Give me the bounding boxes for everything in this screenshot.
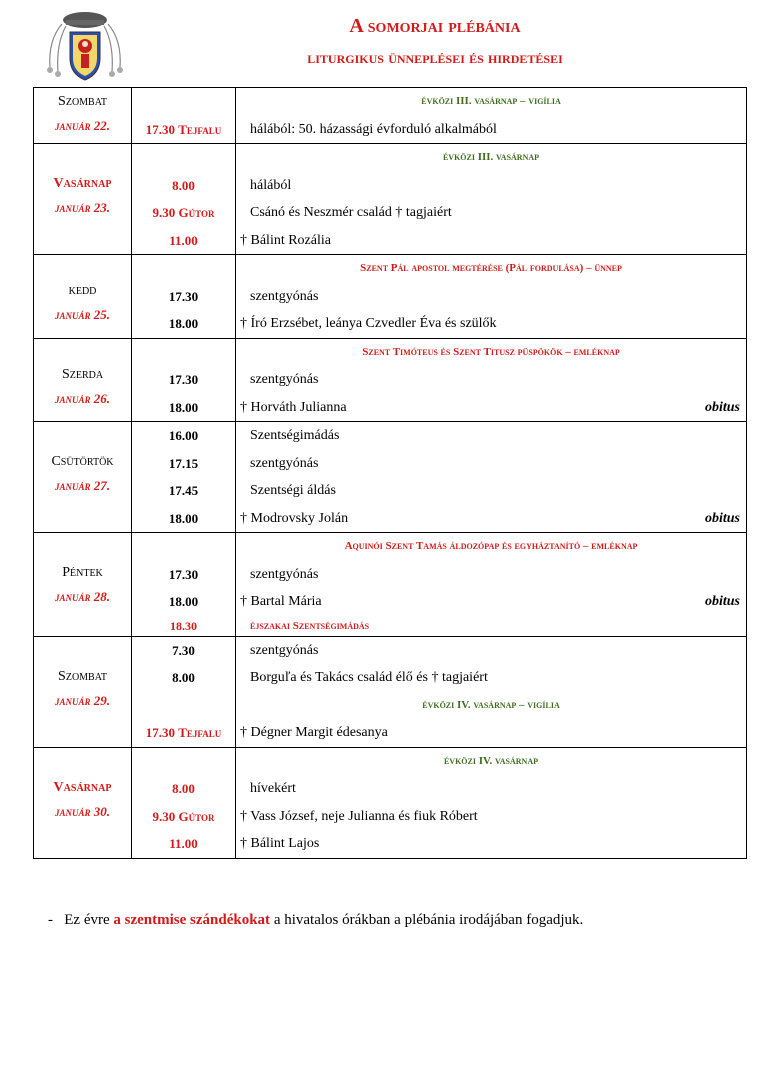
day-cell: [34, 338, 132, 422]
time-value: 9.30: [152, 205, 176, 220]
day-name: Vasárnap: [53, 779, 112, 795]
day-name: kedd: [68, 283, 97, 298]
intention-line: [236, 588, 746, 616]
mass-location: Tejfalu: [178, 121, 222, 137]
day-date: január 26.: [54, 390, 110, 406]
mass-time: [132, 116, 235, 144]
intention-text: † Dégner Margit édesanya: [240, 725, 388, 740]
intention-text: † Modrovsky Jolán: [240, 510, 349, 526]
intention-text: szentgyónás: [250, 455, 319, 471]
day-row: [34, 144, 747, 255]
intention-cell: [236, 422, 747, 533]
mass-time: [132, 144, 235, 172]
parish-coat-of-arms: [42, 10, 128, 84]
mass-time: [132, 748, 235, 776]
time-value: 8.00: [172, 781, 195, 796]
time-cell: [132, 422, 236, 533]
time-value: 17.30: [145, 725, 175, 740]
intention-line: [236, 719, 746, 747]
day-cell: [34, 144, 132, 255]
day-name: Szerda: [61, 366, 104, 382]
feast-title: évközi III. vasárnap: [442, 151, 540, 163]
mass-time: [132, 255, 235, 283]
intention-line: [236, 830, 746, 858]
intention-line: [236, 505, 746, 533]
intention-text: Szentségi áldás: [250, 483, 336, 498]
mass-time: [132, 227, 235, 255]
intention-line: [236, 664, 746, 692]
day-cell: [34, 636, 132, 747]
intention-line: [236, 637, 746, 665]
intention-text: Borguľa és Takács család élő és † tagjaiért: [250, 670, 488, 685]
time-cell: [132, 747, 236, 858]
day-cell: [34, 255, 132, 339]
day-cell: [34, 533, 132, 637]
intention-line: [236, 450, 746, 478]
time-value: 9.30: [152, 808, 176, 824]
intention-text: † Író Erzsébet, leánya Czvedler Éva és szülők: [240, 316, 497, 331]
intention-text: † Vass József, neje Julianna és fiuk Róbert: [240, 808, 478, 824]
time-value: 18.00: [168, 316, 199, 331]
day-row: [34, 533, 747, 637]
intention-line: [236, 775, 746, 803]
time-value: 18.00: [168, 594, 199, 609]
mass-time: [132, 283, 235, 311]
time-value: 8.00: [172, 177, 195, 193]
time-value: 18.30: [170, 618, 197, 633]
obitus-mark: obitus: [704, 594, 740, 609]
day-name: Péntek: [62, 565, 103, 580]
time-value: 16.00: [168, 428, 199, 443]
page-title: A somorjai plébánia: [349, 15, 521, 37]
intention-text: hívekért: [250, 781, 296, 796]
schedule-table: [33, 87, 747, 859]
day-name: Vasárnap: [53, 176, 112, 191]
intention-cell: [236, 533, 747, 637]
time-value: 17.15: [168, 455, 199, 471]
day-row: [34, 255, 747, 339]
mass-time: [132, 339, 235, 367]
day-cell: [34, 88, 132, 144]
time-value: 7.30: [172, 642, 195, 658]
intention-line: [236, 394, 746, 422]
mass-time: [132, 637, 235, 665]
intention-text: Szentségimádás: [250, 428, 340, 443]
day-date: január 23.: [54, 200, 110, 215]
intention-text: † Bálint Rozália: [240, 232, 331, 248]
time-cell: [132, 636, 236, 747]
day-date: január 28.: [54, 589, 110, 604]
mass-time: [132, 775, 235, 803]
intention-line: [236, 116, 746, 144]
intention-text: szentgyónás: [250, 288, 319, 304]
intention-text: † Horváth Julianna: [240, 399, 347, 415]
time-value: 18.00: [168, 399, 199, 415]
time-cell: [132, 144, 236, 255]
mass-time: [132, 366, 235, 394]
intention-line: [236, 366, 746, 394]
day-name: Szombat: [58, 94, 107, 109]
intention-line: [236, 227, 746, 255]
intention-line: [236, 803, 746, 831]
mass-time: [132, 692, 235, 720]
mass-time: [132, 719, 235, 747]
day-cell: [34, 747, 132, 858]
day-date: január 22.: [54, 118, 110, 133]
mass-time: [132, 394, 235, 422]
intention-cell: [236, 88, 747, 144]
day-date: január 27.: [54, 478, 110, 493]
mass-time: [132, 664, 235, 692]
time-value: 17.30: [145, 121, 175, 137]
mass-time: [132, 616, 235, 636]
time-value: 17.45: [168, 483, 199, 498]
time-value: 11.00: [169, 836, 198, 851]
intention-text: szentgyónás: [250, 642, 319, 658]
mass-location: Gútor: [178, 205, 215, 220]
footer-dash: -: [48, 912, 53, 928]
intention-line: [236, 561, 746, 589]
time-value: 8.00: [172, 670, 195, 685]
mass-time: [132, 477, 235, 505]
mass-time: [132, 422, 235, 450]
intention-line: [236, 283, 746, 311]
intention-cell: [236, 747, 747, 858]
mass-time: [132, 199, 235, 227]
day-cell: [34, 422, 132, 533]
mass-time: [132, 803, 235, 831]
mass-time: [132, 561, 235, 589]
day-date: január 25.: [54, 307, 110, 322]
intention-line: [236, 199, 746, 227]
intention-cell: [236, 144, 747, 255]
intention-text: Csánó és Neszmér család † tagjaiért: [250, 205, 452, 220]
intention-line: [236, 172, 746, 200]
obitus-mark: obitus: [704, 399, 740, 415]
feast-title: Szent Timóteus és Szent Titusz püspökök – emléknap: [362, 345, 620, 358]
time-value: 17.30: [168, 288, 199, 304]
intention-text: szentgyónás: [250, 372, 319, 387]
time-cell: [132, 255, 236, 339]
footer-highlight: a szentmise szándékokat: [113, 912, 271, 928]
mass-location: Gútor: [178, 808, 215, 824]
obitus-mark: obitus: [704, 510, 740, 526]
mass-time: [132, 588, 235, 616]
special-note: éjszakai Szentségimádás: [250, 619, 370, 632]
intention-line: [236, 310, 746, 338]
feast-title: évközi IV. vasárnap – vigília: [422, 698, 560, 711]
time-cell: [132, 533, 236, 637]
day-row: [34, 747, 747, 858]
page-subtitle: liturgikus ünneplései és hirdetései: [307, 48, 563, 67]
intention-text: † Bartal Mária: [240, 594, 322, 609]
mass-time: [132, 830, 235, 858]
mass-time: [132, 533, 235, 561]
mass-time: [132, 505, 235, 533]
day-date: január 29.: [54, 692, 110, 708]
day-name: Csütörtök: [51, 454, 114, 469]
mass-location: Tejfalu: [178, 725, 222, 740]
intention-text: † Bálint Lajos: [240, 836, 320, 851]
feast-title: évközi IV. vasárnap: [443, 754, 539, 767]
feast-title: Aquinói Szent Tamás áldozópap és egyháztanító – emléknap: [344, 540, 638, 552]
feast-title: Szent Pál apostol megtérése (Pál fordulása) – ünnep: [360, 262, 622, 274]
day-name: Szombat: [58, 668, 107, 684]
time-value: 17.30: [168, 566, 199, 582]
intention-cell: [236, 255, 747, 339]
mass-time: [132, 450, 235, 478]
mass-time: [132, 172, 235, 200]
footer-text-after: a hivatalos órákban a plébánia irodájában fogadjuk.: [270, 912, 584, 928]
intention-cell: [236, 338, 747, 422]
day-date: január 30.: [54, 803, 110, 819]
mass-time: [132, 310, 235, 338]
day-row: [34, 636, 747, 747]
time-value: 11.00: [169, 232, 198, 248]
mass-time: [132, 88, 235, 116]
time-cell: [132, 88, 236, 144]
time-cell: [132, 338, 236, 422]
intention-cell: [236, 636, 747, 747]
day-row: [34, 338, 747, 422]
intention-line: [236, 422, 746, 450]
time-value: 18.00: [168, 510, 199, 526]
time-value: 17.30: [168, 372, 199, 387]
day-row: [34, 422, 747, 533]
footer-note: [48, 912, 583, 929]
intention-text: hálából: 50. házassági évforduló alkalmából: [250, 121, 497, 137]
intention-line: [236, 477, 746, 505]
feast-title: évközi III. vasárnap – vigília: [421, 95, 561, 107]
day-row: [34, 88, 747, 144]
intention-text: szentgyónás: [250, 566, 319, 582]
footer-text-before: Ez évre: [64, 912, 114, 928]
intention-text: hálából: [250, 177, 292, 193]
